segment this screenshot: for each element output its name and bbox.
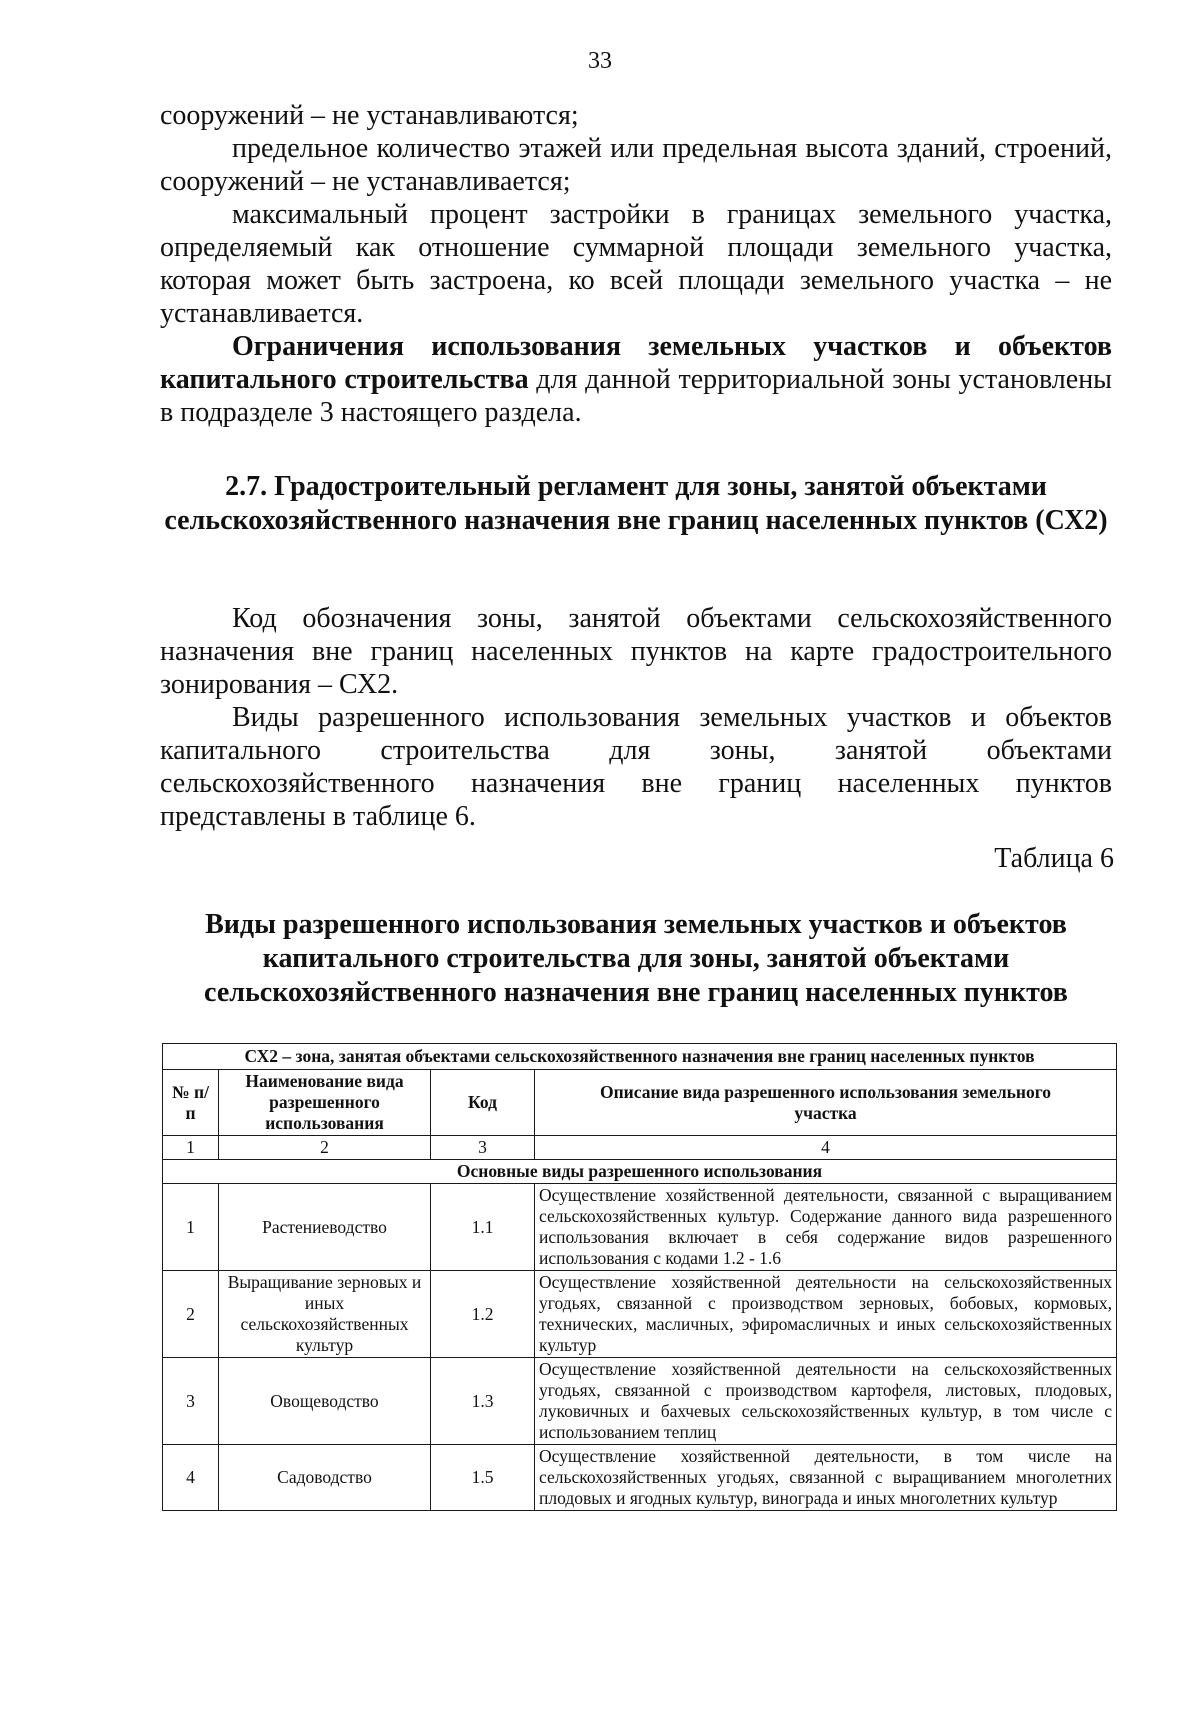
section-label: Основные виды разрешенного использования bbox=[163, 1160, 1117, 1184]
column-number-row bbox=[163, 1136, 1117, 1160]
paragraph bbox=[160, 330, 1112, 429]
row-number: 3 bbox=[163, 1358, 219, 1445]
table-row bbox=[163, 1184, 1117, 1271]
row-description: Осуществление хозяйственной деятельности, в том числе на сельскохозяйственных угодьях, связанной с выращиванием многолетних плодовых и ягодных культур, винограда и иных многолетних культур bbox=[535, 1445, 1117, 1511]
row-name: Выращивание зерновых и иных сельскохозяйственных культур bbox=[219, 1271, 431, 1358]
table-row bbox=[163, 1271, 1117, 1358]
intro-text bbox=[160, 99, 1112, 429]
row-number: 1 bbox=[163, 1184, 219, 1271]
row-code: 1.3 bbox=[431, 1358, 535, 1445]
row-name: Садоводство bbox=[219, 1445, 431, 1511]
permitted-uses-table bbox=[162, 1043, 1117, 1511]
row-description: Осуществление хозяйственной деятельности, связанной с выращиванием сельскохозяйственных культур. Содержание данного вида разрешенного использования включает в себя содержание видов разрешенного использования с кодами 1.2 - 1.6 bbox=[535, 1184, 1117, 1271]
column-number: 3 bbox=[431, 1136, 535, 1160]
section-row bbox=[163, 1160, 1117, 1184]
zone-header: СХ2 – зона, занятая объектами сельскохозяйственного назначения вне границ населенных пунктов bbox=[163, 1044, 1117, 1070]
row-name: Растениеводство bbox=[219, 1184, 431, 1271]
column-header-name: Наименование вида разрешенного использования bbox=[219, 1070, 431, 1136]
body-text bbox=[160, 602, 1112, 833]
table-label: Таблица 6 bbox=[994, 843, 1114, 874]
row-number: 4 bbox=[163, 1445, 219, 1511]
column-header-number: № п/п bbox=[163, 1070, 219, 1136]
zone-header-row bbox=[163, 1044, 1117, 1070]
row-number: 2 bbox=[163, 1271, 219, 1358]
paragraph: Код обозначения зоны, занятой объектами сельскохозяйственного назначения вне границ населенных пунктов на карте градостроительного зонирования – СХ2. bbox=[160, 603, 1112, 700]
column-number: 2 bbox=[219, 1136, 431, 1160]
paragraph: Виды разрешенного использования земельных участков и объектов капитального строительства для зоны, занятой объектами сельскохозяйственного назначения вне границ населенных пунктов представлены в таблице 6. bbox=[160, 702, 1112, 832]
table-title: Виды разрешенного использования земельных участков и объектов капитального строительства для зоны, занятой объектами сельскохозяйственного назначения вне границ населенных пунктов bbox=[204, 909, 1068, 1008]
row-description: Осуществление хозяйственной деятельности на сельскохозяйственных угодьях, связанной с производством картофеля, листовых, плодовых, луковичных и бахчевых сельскохозяйственных культур, в том числе с использованием теплиц bbox=[535, 1358, 1117, 1445]
paragraph-rest: для данной территориальной зоны установлены в подразделе 3 настоящего раздела. bbox=[160, 364, 1112, 428]
paragraph: максимальный процент застройки в границах земельного участка, определяемый как отношение суммарной площади земельного участка, которая может быть застроена, ко всей площади земельного участка – не устанавливается. bbox=[160, 199, 1112, 329]
paragraph: сооружений – не устанавливаются; bbox=[160, 100, 579, 131]
row-code: 1.2 bbox=[431, 1271, 535, 1358]
section-heading: 2.7. Градостроительный регламент для зоны, занятой объектами сельскохозяйственного назначения вне границ населенных пунктов (СХ2) bbox=[164, 471, 1108, 536]
column-number: 1 bbox=[163, 1136, 219, 1160]
row-description: Осуществление хозяйственной деятельности на сельскохозяйственных угодьях, связанной с производством зерновых, бобовых, кормовых, технических, масличных, эфиромасличных и иных сельскохозяйственных культур bbox=[535, 1271, 1117, 1358]
bold-phrase: Ограничения использования земельных участков и объектов капитального строительства bbox=[160, 331, 1112, 395]
table-row bbox=[163, 1358, 1117, 1445]
column-number: 4 bbox=[535, 1136, 1117, 1160]
row-code: 1.5 bbox=[431, 1445, 535, 1511]
table-row bbox=[163, 1445, 1117, 1511]
row-name: Овощеводство bbox=[219, 1358, 431, 1445]
column-header-description: Описание вида разрешенного использования земельного участка bbox=[535, 1070, 1117, 1136]
column-header-row bbox=[163, 1070, 1117, 1136]
column-header-code: Код bbox=[431, 1070, 535, 1136]
page-number: 33 bbox=[588, 48, 612, 74]
paragraph: предельное количество этажей или предельная высота зданий, строений, сооружений – не устанавливается; bbox=[160, 133, 1112, 197]
row-code: 1.1 bbox=[431, 1184, 535, 1271]
